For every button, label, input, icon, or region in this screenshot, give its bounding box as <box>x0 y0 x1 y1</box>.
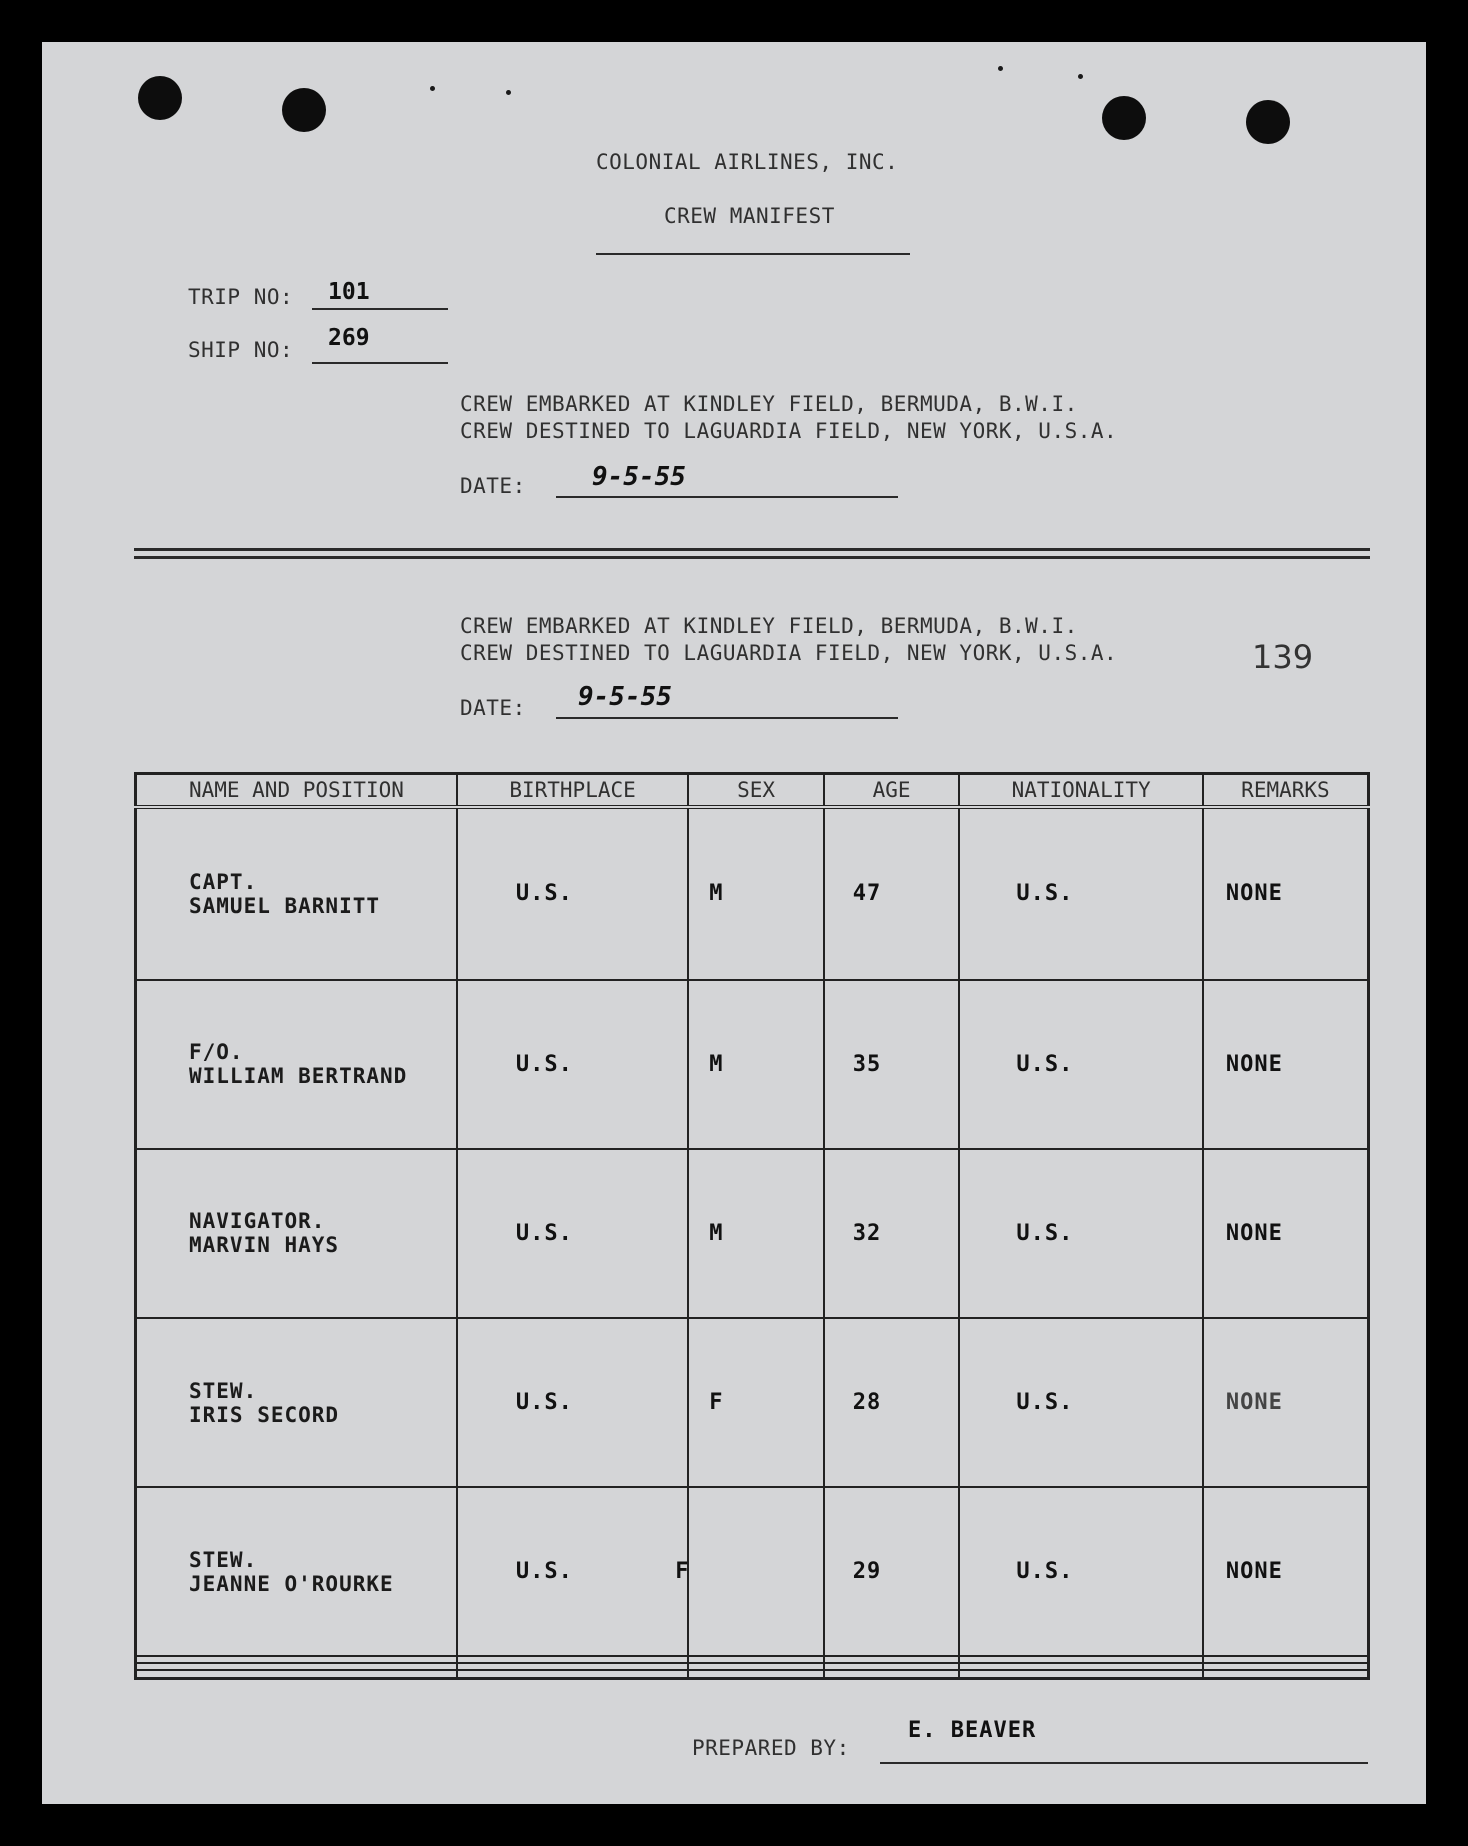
birthplace-cell <box>457 1149 688 1318</box>
empty-cell <box>1203 1656 1369 1663</box>
age-cell <box>824 1149 960 1318</box>
remarks-cell <box>1203 1318 1369 1487</box>
ship-no-value: 269 <box>328 325 370 351</box>
crew-name: SAMUEL BARNITT <box>189 893 381 918</box>
sex-value: F <box>709 1390 724 1416</box>
sex-cell <box>688 980 824 1149</box>
embarked-line: CREW EMBARKED AT KINDLEY FIELD, BERMUDA, B.W.I. <box>460 392 1078 416</box>
empty-cell <box>1203 1663 1369 1670</box>
crew-name: WILLIAM BERTRAND <box>189 1064 408 1089</box>
name-position-cell <box>136 1318 457 1487</box>
age-value: 29 <box>852 1559 882 1585</box>
page-number: 139 <box>1252 638 1314 676</box>
crew-position: F/O. <box>189 1040 244 1065</box>
empty-cell <box>136 1663 457 1670</box>
empty-cell <box>688 1670 824 1679</box>
empty-cell <box>1203 1670 1369 1679</box>
sex-value: M <box>709 1051 724 1077</box>
nationality-value: U.S. <box>1016 1220 1074 1246</box>
remarks-cell <box>1203 980 1369 1149</box>
column-header-remarks: REMARKS <box>1203 774 1369 808</box>
nationality-cell <box>959 1318 1202 1487</box>
sex-value: M <box>709 1220 724 1246</box>
section-divider <box>134 556 1370 559</box>
trip-no-line <box>312 308 448 310</box>
date-line <box>556 496 898 498</box>
table-row <box>136 980 1369 1149</box>
sex-cell <box>688 1149 824 1318</box>
age-cell <box>824 1487 960 1656</box>
prepared-by-line <box>880 1762 1368 1764</box>
remarks-cell <box>1203 1487 1369 1656</box>
empty-cell <box>688 1663 824 1670</box>
remarks-value: NONE <box>1225 1051 1283 1077</box>
nationality-value: U.S. <box>1016 1559 1074 1585</box>
table-row-empty <box>136 1670 1369 1679</box>
nationality-cell <box>959 1149 1202 1318</box>
crew-position: STEW. <box>189 1547 258 1572</box>
dust-speck <box>430 86 435 91</box>
age-value: 28 <box>852 1390 882 1416</box>
remarks-value: NONE <box>1225 881 1283 907</box>
crew-name: JEANNE O'ROURKE <box>189 1571 394 1596</box>
destined-line: CREW DESTINED TO LAGUARDIA FIELD, NEW YORK, U.S.A. <box>460 419 1118 443</box>
date-value: 9-5-55 <box>578 682 672 712</box>
crew-position: NAVIGATOR. <box>189 1209 326 1234</box>
empty-cell <box>457 1663 688 1670</box>
table-row <box>136 1149 1369 1318</box>
birthplace-cell <box>457 807 688 980</box>
nationality-cell <box>959 980 1202 1149</box>
crew-position: CAPT. <box>189 869 258 894</box>
age-value: 35 <box>852 1051 882 1077</box>
age-value: 47 <box>852 881 882 907</box>
crew-name: IRIS SECORD <box>189 1402 340 1427</box>
birthplace-value: U.S. <box>515 1559 573 1585</box>
birthplace-value: U.S. <box>515 881 573 907</box>
nationality-value: U.S. <box>1016 1390 1074 1416</box>
title-underline <box>596 253 910 255</box>
name-position-cell <box>136 980 457 1149</box>
age-cell <box>824 980 960 1149</box>
name-position-cell <box>136 807 457 980</box>
crew-position: STEW. <box>189 1378 258 1403</box>
table-row-empty <box>136 1656 1369 1663</box>
birthplace-value: U.S. <box>515 1390 573 1416</box>
birthplace-cell <box>457 1318 688 1487</box>
column-header-age: AGE <box>824 774 960 808</box>
nationality-value: U.S. <box>1016 881 1074 907</box>
remarks-value: NONE <box>1225 1220 1283 1246</box>
company-name: COLONIAL AIRLINES, INC. <box>596 150 899 174</box>
empty-cell <box>959 1663 1202 1670</box>
name-position-cell <box>136 1487 457 1656</box>
table-row <box>136 1318 1369 1487</box>
crew-table <box>134 772 1370 1680</box>
date-line <box>556 717 898 719</box>
empty-cell <box>688 1656 824 1663</box>
name-position-cell <box>136 1149 457 1318</box>
table-row <box>136 807 1369 980</box>
empty-cell <box>824 1670 960 1679</box>
empty-cell <box>457 1670 688 1679</box>
age-value: 32 <box>852 1220 882 1246</box>
empty-cell <box>959 1656 1202 1663</box>
table-header-row <box>136 774 1369 808</box>
birthplace-cell <box>457 980 688 1149</box>
date-label: DATE: <box>460 696 526 720</box>
punch-hole <box>1102 96 1146 140</box>
nationality-cell <box>959 1487 1202 1656</box>
date-value: 9-5-55 <box>592 462 686 492</box>
punch-hole <box>1246 100 1290 144</box>
nationality-value: U.S. <box>1016 1051 1074 1077</box>
birthplace-value: U.S. <box>515 1051 573 1077</box>
column-header-sex: SEX <box>688 774 824 808</box>
date-label: DATE: <box>460 474 526 498</box>
column-header-name: NAME AND POSITION <box>136 774 457 808</box>
crew-name: MARVIN HAYS <box>189 1233 340 1258</box>
empty-cell <box>824 1663 960 1670</box>
birthplace-cell <box>457 1487 688 1656</box>
ship-no-line <box>312 362 448 364</box>
trip-no-label: TRIP NO: <box>188 285 294 309</box>
section-divider <box>134 548 1370 551</box>
dust-speck <box>998 66 1003 71</box>
birthplace-value: U.S. <box>515 1220 573 1246</box>
form-title: CREW MANIFEST <box>664 204 835 228</box>
age-cell <box>824 1318 960 1487</box>
sex-cell <box>688 807 824 980</box>
table-row <box>136 1487 1369 1656</box>
remarks-cell <box>1203 1149 1369 1318</box>
dust-speck <box>506 90 511 95</box>
age-cell <box>824 807 960 980</box>
sex-value: M <box>709 881 724 907</box>
remarks-value: NONE <box>1225 1390 1283 1416</box>
sex-cell <box>675 1487 824 1656</box>
destined-line: CREW DESTINED TO LAGUARDIA FIELD, NEW YORK, U.S.A. <box>460 641 1118 665</box>
empty-cell <box>136 1656 457 1663</box>
nationality-cell <box>959 807 1202 980</box>
ship-no-label: SHIP NO: <box>188 338 294 362</box>
sex-value: F <box>675 1559 690 1585</box>
punch-hole <box>282 88 326 132</box>
embarked-line: CREW EMBARKED AT KINDLEY FIELD, BERMUDA, B.W.I. <box>460 614 1078 638</box>
empty-cell <box>959 1670 1202 1679</box>
remarks-value: NONE <box>1225 1559 1283 1585</box>
column-header-nationality: NATIONALITY <box>959 774 1202 808</box>
punch-hole <box>138 76 182 120</box>
prepared-by-value: E. BEAVER <box>908 1718 1037 1743</box>
empty-cell <box>824 1656 960 1663</box>
table-row-empty <box>136 1663 1369 1670</box>
remarks-cell <box>1203 807 1369 980</box>
column-header-birthplace: BIRTHPLACE <box>457 774 688 808</box>
sex-cell <box>688 1318 824 1487</box>
empty-cell <box>457 1656 688 1663</box>
prepared-by-label: PREPARED BY: <box>692 1736 850 1760</box>
dust-speck <box>1078 74 1083 79</box>
trip-no-value: 101 <box>328 279 370 305</box>
empty-cell <box>136 1670 457 1679</box>
